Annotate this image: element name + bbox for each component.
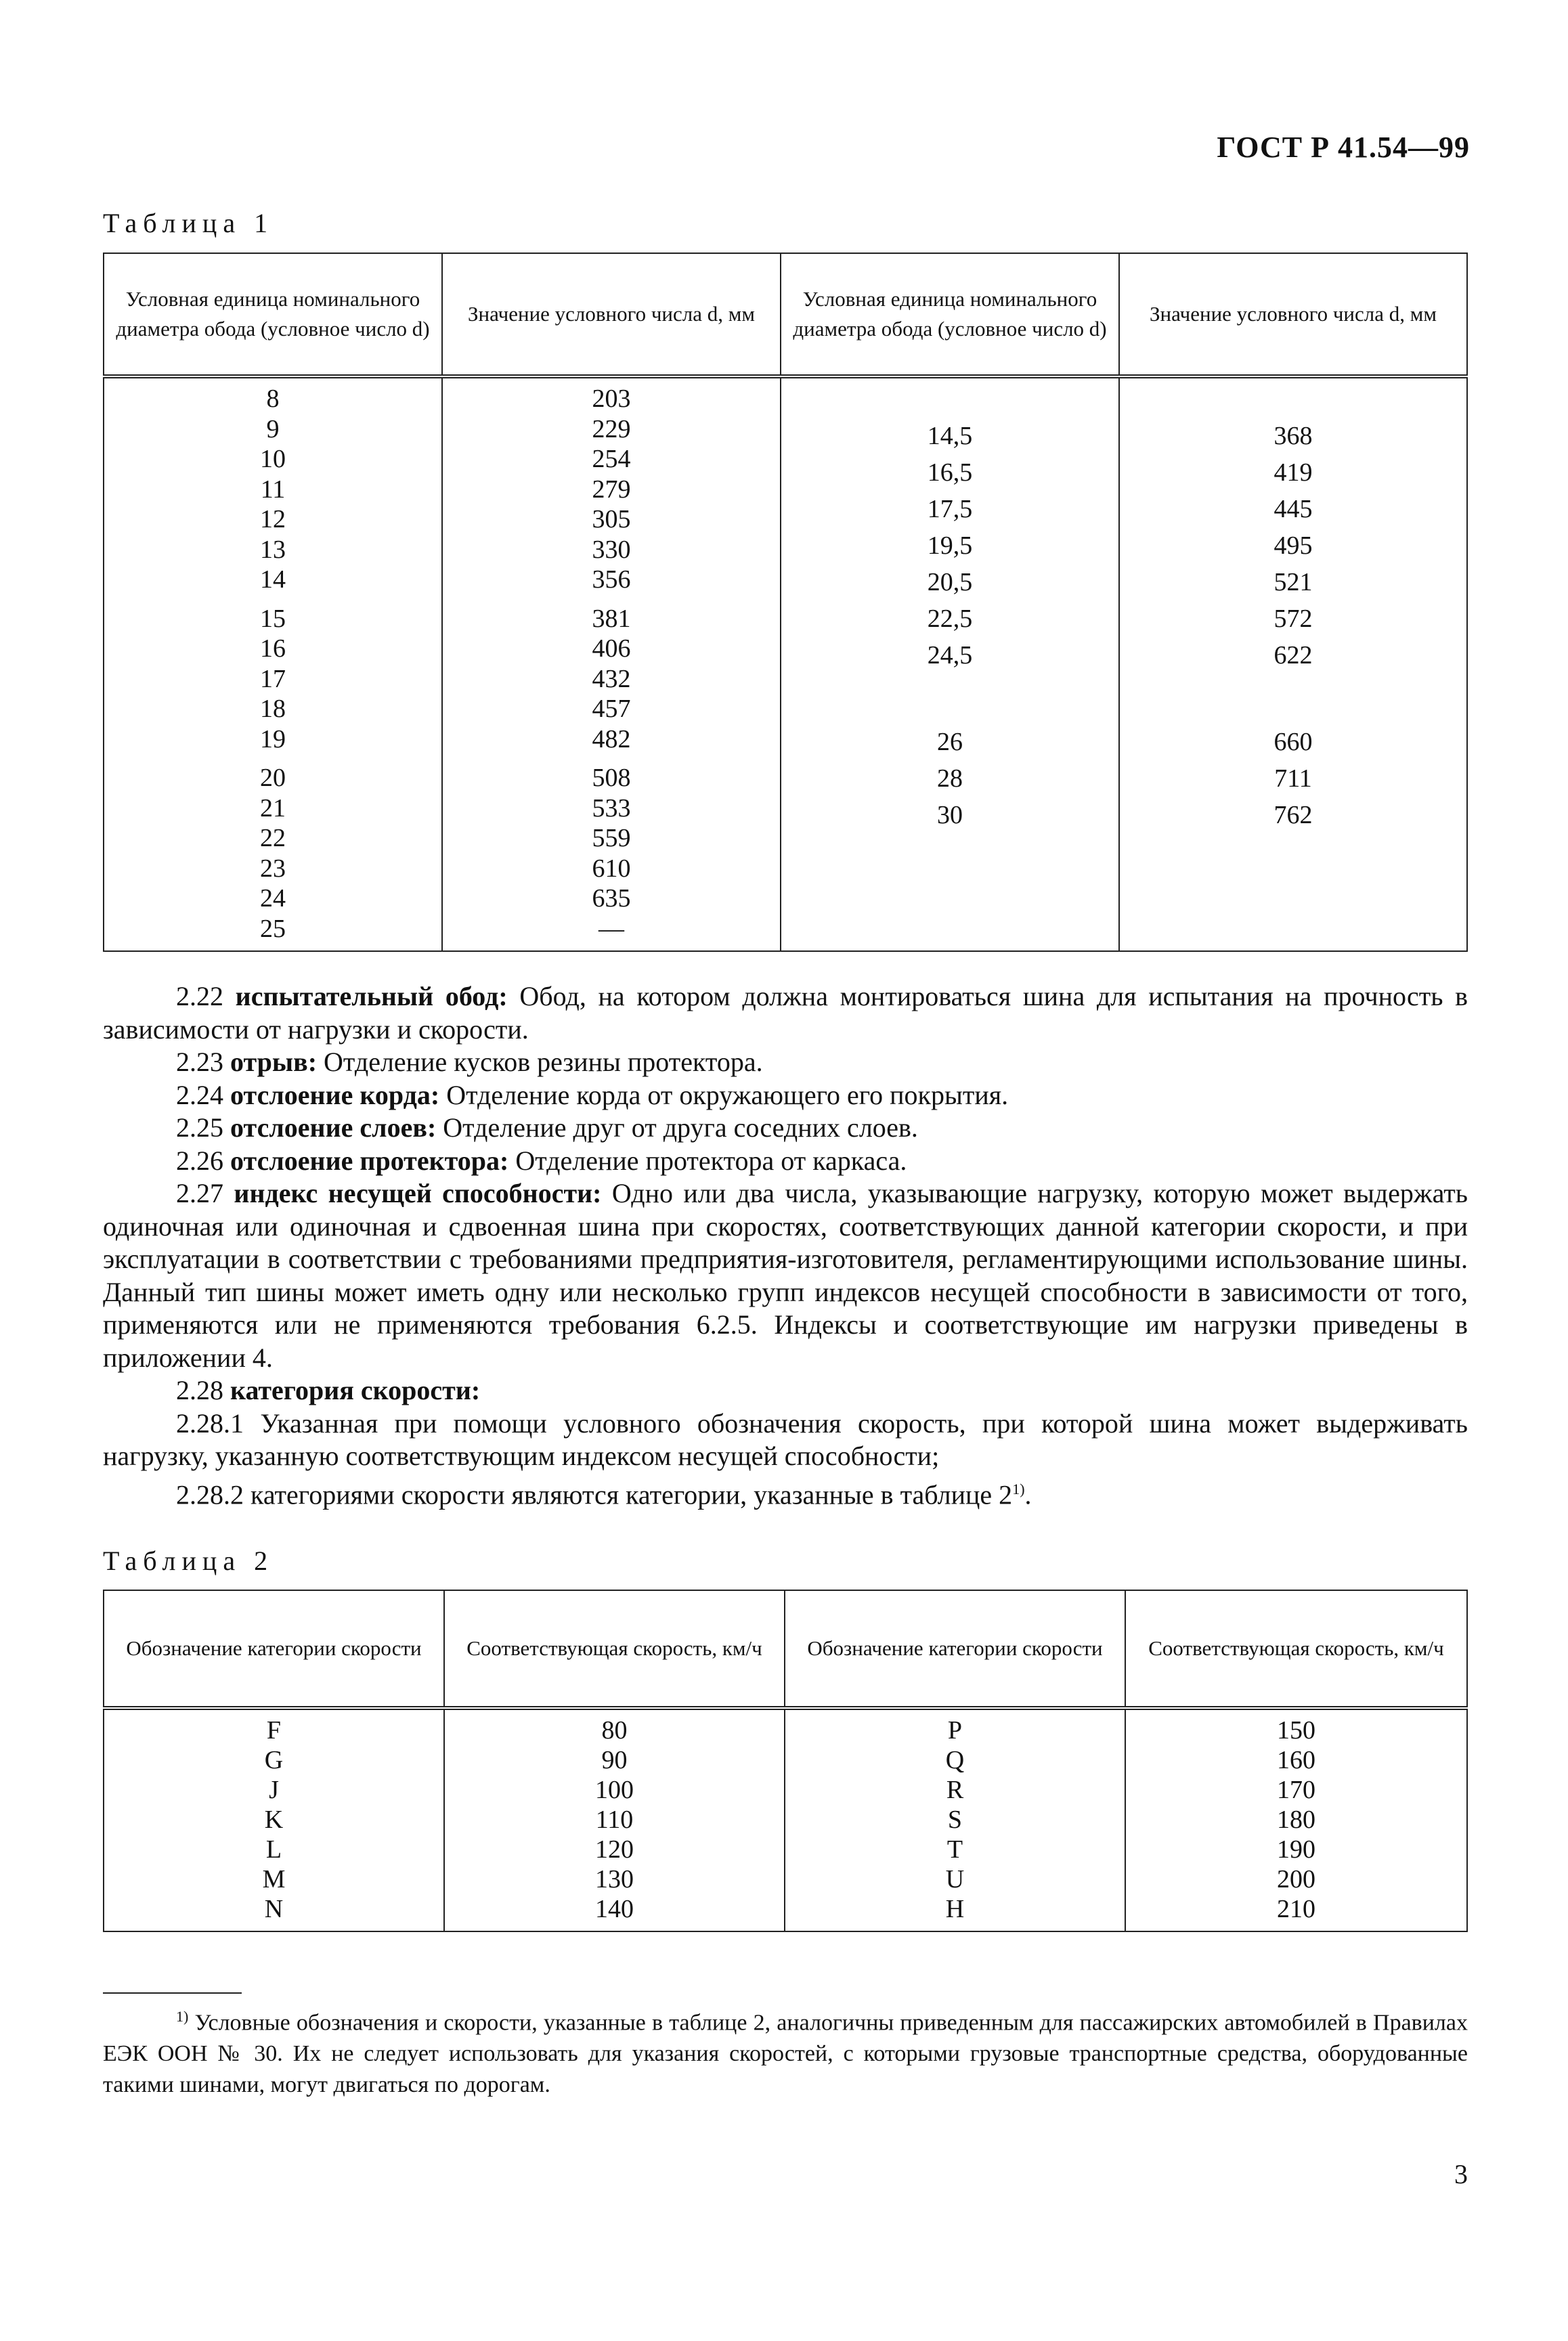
table1-header-cell: Значение условного числа d, мм	[442, 253, 781, 376]
table2-col1	[104, 1708, 444, 1931]
group-spacer	[450, 754, 773, 763]
table-cell-value: 25	[260, 914, 286, 943]
table-cell-value: 381	[592, 604, 631, 633]
group-spacer	[111, 754, 435, 763]
footnote-divider	[103, 1992, 242, 1994]
table1-header-cell: Условная единица номинального диаметра обода (условное число d)	[104, 253, 442, 376]
table-cell-value: 14,5	[927, 422, 973, 450]
table-cell-value: 19,5	[927, 531, 973, 560]
group-spacer	[788, 674, 1112, 724]
table-cell-value: 26	[937, 728, 963, 756]
paragraph-2-24: 2.24 отслоение корда: Отделение корда от окружающего его покрытия.	[176, 1079, 1009, 1110]
table-cell-value: 445	[1273, 495, 1313, 523]
table-cell-value: L	[265, 1835, 282, 1864]
table-cell-value: J	[269, 1776, 279, 1804]
group-spacer	[1127, 674, 1460, 724]
table-cell-value: 368	[1273, 422, 1313, 450]
table-cell-value: 150	[1277, 1716, 1315, 1745]
document-code: ГОСТ Р 41.54—99	[1217, 131, 1470, 164]
table2-header-cell: Обозначение категории скорости	[104, 1590, 444, 1708]
table-cell-value: R	[946, 1776, 964, 1804]
table1-header-cell: Условная единица номинального диаметра обода (условное число d)	[781, 253, 1119, 376]
paragraph-2-23: 2.23 отрыв: Отделение кусков резины протектора.	[176, 1047, 763, 1077]
table-cell-value: 279	[592, 475, 631, 504]
table-cell-value: P	[947, 1716, 963, 1745]
table2-header-cell: Соответствующая скорость, км/ч	[444, 1590, 785, 1708]
table-cell-value: 160	[1277, 1746, 1315, 1774]
table2-header-cell: Обозначение категории скорости	[785, 1590, 1125, 1708]
table-cell-value: 22,5	[927, 605, 973, 633]
table-cell-value: 22	[260, 824, 286, 852]
table-cell-value: 203	[592, 385, 631, 413]
page-number: 3	[1454, 2159, 1468, 2189]
table-cell-value: 24,5	[927, 641, 973, 670]
table-cell-value: 15	[260, 604, 286, 633]
table1-col2	[442, 376, 781, 951]
paragraph-2-27: 2.27 индекс несущей способности: Одно или два числа, указывающие нагрузку, которую может выдержать одиночная или одиночная и сдвоенная шина при скоростях, соответствующих данной категории скорости, и при эксплуатации в соответствии с требованиями предприятия-изготовителя, регламентирующими использование шины. Данный тип шины может иметь одну или несколько групп индексов несущей способности в зависимости от того, применяются или не применяются требования 6.2.5. Индексы и соответствующие им нагрузки приведены в приложении 4.	[103, 1178, 1468, 1373]
table-cell-value: 229	[592, 414, 631, 443]
table-cell-value: M	[262, 1865, 286, 1894]
table1-header-row	[104, 253, 1467, 376]
table-cell-value: 13	[260, 535, 286, 564]
table-cell-value: 521	[1273, 568, 1313, 596]
table-cell-value: 23	[260, 854, 286, 883]
table-cell-value: 20	[260, 764, 286, 792]
table2-header-cell: Соответствующая скорость, км/ч	[1125, 1590, 1467, 1708]
table1	[103, 253, 1468, 952]
table-cell-value: 140	[595, 1895, 634, 1923]
table-cell-value: 635	[592, 884, 631, 913]
table-cell-value: 610	[592, 854, 631, 883]
table-cell-value: 419	[1273, 458, 1313, 487]
table2-caption: Таблица 2	[103, 1546, 274, 1576]
table-cell-value: T	[946, 1835, 963, 1864]
table-cell-value: 14	[260, 565, 286, 594]
table-cell-value: 80	[601, 1716, 628, 1745]
table-cell-value: 16	[260, 634, 286, 663]
paragraph-2-22: 2.22 испытательный обод: Обод, на котором должна монтироваться шина для испытания на прочность в зависимости от нагрузки и скорости.	[103, 981, 1468, 1045]
table-cell-value: 8	[266, 385, 280, 413]
table-cell-value: 30	[937, 801, 963, 829]
table-cell-value: U	[945, 1865, 965, 1894]
table2-col4	[1125, 1708, 1467, 1931]
footnote-marker: 1)	[176, 2008, 189, 2025]
table-cell-value: 559	[592, 824, 631, 852]
table1-col3	[781, 376, 1119, 951]
table-cell-value: 10	[260, 445, 286, 473]
table-cell-value: 11	[260, 475, 286, 504]
table-cell-value: K	[264, 1806, 284, 1834]
paragraph-2-26: 2.26 отслоение протектора: Отделение протектора от каркаса.	[176, 1145, 907, 1176]
group-spacer	[450, 595, 773, 604]
table-cell-value: 508	[592, 764, 631, 792]
table-cell-value: 17,5	[927, 495, 973, 523]
table-cell-value: 210	[1277, 1895, 1315, 1923]
table-cell-value: 572	[1273, 605, 1313, 633]
table-cell-value: H	[945, 1895, 965, 1923]
table-cell-value: 9	[266, 414, 280, 443]
table-cell-value: 90	[601, 1746, 628, 1774]
paragraph-2-28-1: 2.28.1 Указанная при помощи условного обозначения скорость, при которой шина может выдерживать нагрузку, указанную соответствующим индексом несущей способности;	[103, 1407, 1468, 1471]
group-spacer	[111, 595, 435, 604]
table2-header-row	[104, 1590, 1467, 1708]
paragraph-2-25: 2.25 отслоение слоев: Отделение друг от друга соседних слоев.	[176, 1112, 918, 1143]
table1-caption: Таблица 1	[103, 208, 274, 238]
table1-header-cell: Значение условного числа d, мм	[1119, 253, 1467, 376]
table-cell-value: F	[266, 1716, 282, 1745]
table-cell-value: 495	[1273, 531, 1313, 560]
table-cell-value: 482	[592, 724, 631, 753]
table-cell-value: 330	[592, 535, 631, 564]
footnote-text: Условные обозначения и скорости, указанные в таблице 2, аналогичны приведенным для пассажирских автомобилей в Правилах ЕЭК ООН № 30. Их не следует использовать для указания скоростей, с которыми грузовые транспортные средства, оборудованные такими шинами, могут двигаться по дорогам.	[103, 2010, 1468, 2098]
table-cell-value: 356	[592, 565, 631, 594]
table-cell-value: 762	[1273, 801, 1313, 829]
definitions-body	[103, 980, 1468, 1511]
table1-col4	[1119, 376, 1467, 951]
table-cell-value: 406	[592, 634, 631, 663]
table2-col2	[444, 1708, 785, 1931]
table-cell-value: 16,5	[927, 458, 973, 487]
paragraph-2-28: 2.28 категория скорости:	[176, 1375, 481, 1405]
table-cell-value: 12	[260, 505, 286, 533]
table-cell-value: 533	[592, 793, 631, 823]
table2-body-row	[104, 1708, 1467, 1931]
table-cell-value: 100	[595, 1776, 634, 1804]
table1-col1	[104, 376, 442, 951]
table-cell-value: 457	[592, 695, 631, 723]
table2	[103, 1590, 1468, 1932]
table-cell-value: 18	[260, 695, 286, 723]
table-cell-value: 180	[1277, 1806, 1315, 1834]
table-cell-value: 19	[260, 724, 286, 753]
table-cell-value: 170	[1277, 1776, 1315, 1804]
table-cell-value: 660	[1273, 728, 1313, 756]
table-cell-value: 24	[260, 884, 286, 913]
table-cell-value: Q	[945, 1746, 965, 1774]
table-cell-value: —	[598, 914, 624, 943]
table-cell-value: 20,5	[927, 568, 973, 596]
table-cell-value: 432	[592, 664, 631, 693]
table-cell-value: 28	[937, 764, 963, 793]
table-cell-value: G	[264, 1746, 284, 1774]
table-cell-value: 110	[595, 1806, 634, 1834]
table1-body-row	[104, 376, 1467, 951]
table-cell-value: 190	[1277, 1835, 1315, 1864]
table-cell-value: 17	[260, 664, 286, 693]
table-cell-value: 305	[592, 505, 631, 533]
table-cell-value: 200	[1277, 1865, 1315, 1894]
table-cell-value: 711	[1274, 764, 1312, 793]
table2-col3	[785, 1708, 1125, 1931]
table-cell-value: 130	[595, 1865, 634, 1894]
table-cell-value: 120	[595, 1835, 634, 1864]
table-cell-value: S	[947, 1806, 963, 1834]
table-cell-value: 622	[1273, 641, 1313, 670]
table-cell-value: 254	[592, 445, 631, 473]
table-cell-value: 21	[260, 793, 286, 823]
footnote	[103, 2001, 1468, 2101]
paragraph-2-28-2: 2.28.2 категориями скорости являются категории, указанные в таблице 2$^{1)}$.	[176, 1479, 1032, 1510]
table-cell-value: N	[264, 1895, 284, 1923]
